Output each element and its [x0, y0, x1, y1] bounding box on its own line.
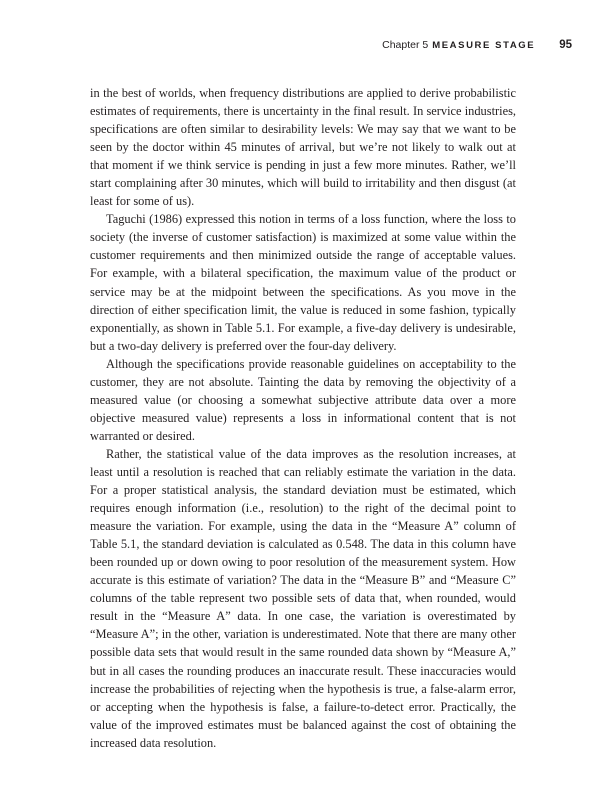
paragraph-loss-function: Taguchi (1986) expressed this notion in terms of a loss function, where the loss to society (the inverse of customer satisfaction) is maximized at some value within the customer requirements and then minimized outside the range of acceptable values. For example, with a bilateral specification, the maximum value of the product or service may be at the midpoint between the specifications. As you move in the direction of either specification limit, the value is reduced in some fashion, typically exponentially, as shown in Table 5.1. For example, a five-day delivery is undesirable, but a two-day delivery is preferred over the four-day delivery. [90, 212, 516, 353]
paragraph-continuation: in the best of worlds, when frequency distributions are applied to derive probabilistic estimates of requirements, there is uncertainty in the final result. In service industries, specifications are often similar to desirability levels: We may say that we want to be seen by the doctor within 45 minutes of arrival, but we’re not likely to walk out at that moment if we think service is pending in just a few more minutes. Rather, we’ll start complaining after 30 minutes, which will build to irritability and then disgust (at least for some of us). [90, 86, 516, 209]
paragraph-acceptability: Although the specifications provide reasonable guidelines on acceptability to the customer, they are not absolute. Tainting the data by removing the objectivity of a measured value (or choosing a somewhat subjective attribute data over a more objective measured value) represents a loss in informational content that is not warranted or desired. [90, 356, 516, 443]
body-text [90, 84, 516, 752]
running-head [382, 39, 572, 51]
paragraph-resolution: Rather, the statistical value of the data improves as the resolution increases, at least until a resolution is reached that can reliably estimate the variation in the data. For a proper statistical analysis, the standard deviation must be estimated, which requires enough information (i.e., resolution) to the right of the decimal point to measure the variation. For example, using the data in the “Measure A” column of Table 5.1, the standard deviation is calculated as 0.548. The data in this column have been rounded up or down owing to poor resolution of the measurement system. How accurate is this estimate of variation? The data in the “Measure B” and “Measure C” columns of the table represent two possible sets of data that, when rounded, would result in the “Measure A” data. In one case, the variation is overestimated by “Measure A”; in the other, variation is underestimated. Note that there are many other possible data sets that would result in the same rounded data shown by “Measure A,” but in all cases the rounding produces an inaccurate result. These inaccuracies would increase the probabilities of rejecting when the hypothesis is true, a false-alarm error, or accepting when the hypothesis is false, a failure-to-detect error. Practically, the value of the improved estimates must be balanced against the cost of obtaining the increased data resolution. [90, 446, 516, 750]
page-number: 95 [559, 39, 572, 51]
section-title: MEASURE STAGE [432, 40, 536, 51]
chapter-label: Chapter 5 [382, 39, 429, 51]
